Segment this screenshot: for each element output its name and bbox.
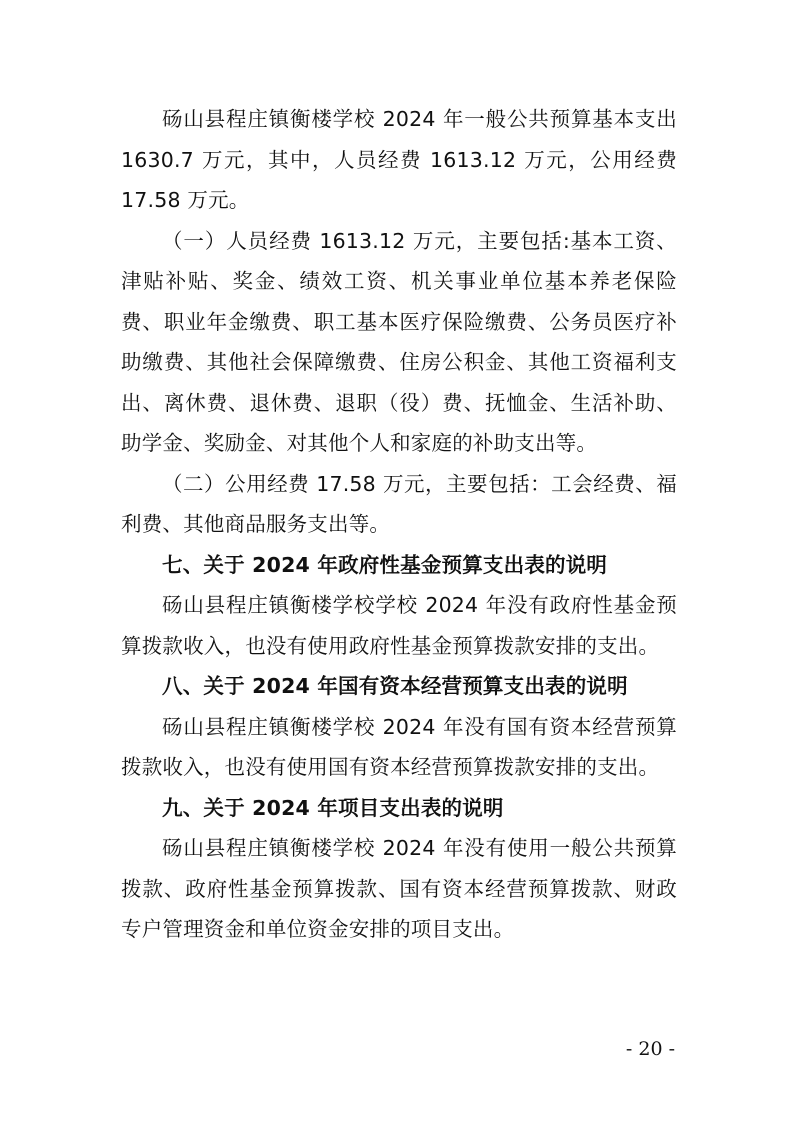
paragraph-basic-expenditure: 砀山县程庄镇衡楼学校 2024 年一般公共预算基本支出 1630.7 万元，其中，人员经费 1613.12 万元，公用经费 17.58 万元。	[121, 107, 677, 212]
paragraph-state-capital: 砀山县程庄镇衡楼学校 2024 年没有国有资本经营预算拨款收入，也没有使用国有资本经营预算拨款安排的支出。	[121, 714, 677, 779]
page-number: - 20 -	[625, 1038, 675, 1060]
section-heading-state-capital: 八、关于 2024 年国有资本经营预算支出表的说明	[162, 674, 628, 698]
paragraph-public-expenses: （二）公用经费 17.58 万元，主要包括：工会经费、福利费、其他商品服务支出等。	[121, 471, 677, 536]
paragraph-government-fund: 砀山县程庄镇衡楼学校学校 2024 年没有政府性基金预算拨款收入，也没有使用政府性基金预算拨款安排的支出。	[121, 593, 677, 658]
paragraph-personnel-expenses: （一）人员经费 1613.12 万元，主要包括:基本工资、津贴补贴、奖金、绩效工资、机关事业单位基本养老保险费、职业年金缴费、职工基本医疗保险缴费、公务员医疗补助缴费、其他社会保障缴费、住房公积金、其他工资福利支出、离休费、退休费、退职（役）费、抚恤金、生活补助、助学金、奖励金、对其他个人和家庭的补助支出等。	[121, 228, 677, 455]
paragraph-project-expenditure: 砀山县程庄镇衡楼学校 2024 年没有使用一般公共预算拨款、政府性基金预算拨款、国有资本经营预算拨款、财政专户管理资金和单位资金安排的项目支出。	[121, 836, 677, 941]
section-heading-government-fund: 七、关于 2024 年政府性基金预算支出表的说明	[162, 552, 608, 577]
document-body	[121, 99, 677, 950]
section-heading-project-expenditure: 九、关于 2024 年项目支出表的说明	[162, 795, 504, 820]
